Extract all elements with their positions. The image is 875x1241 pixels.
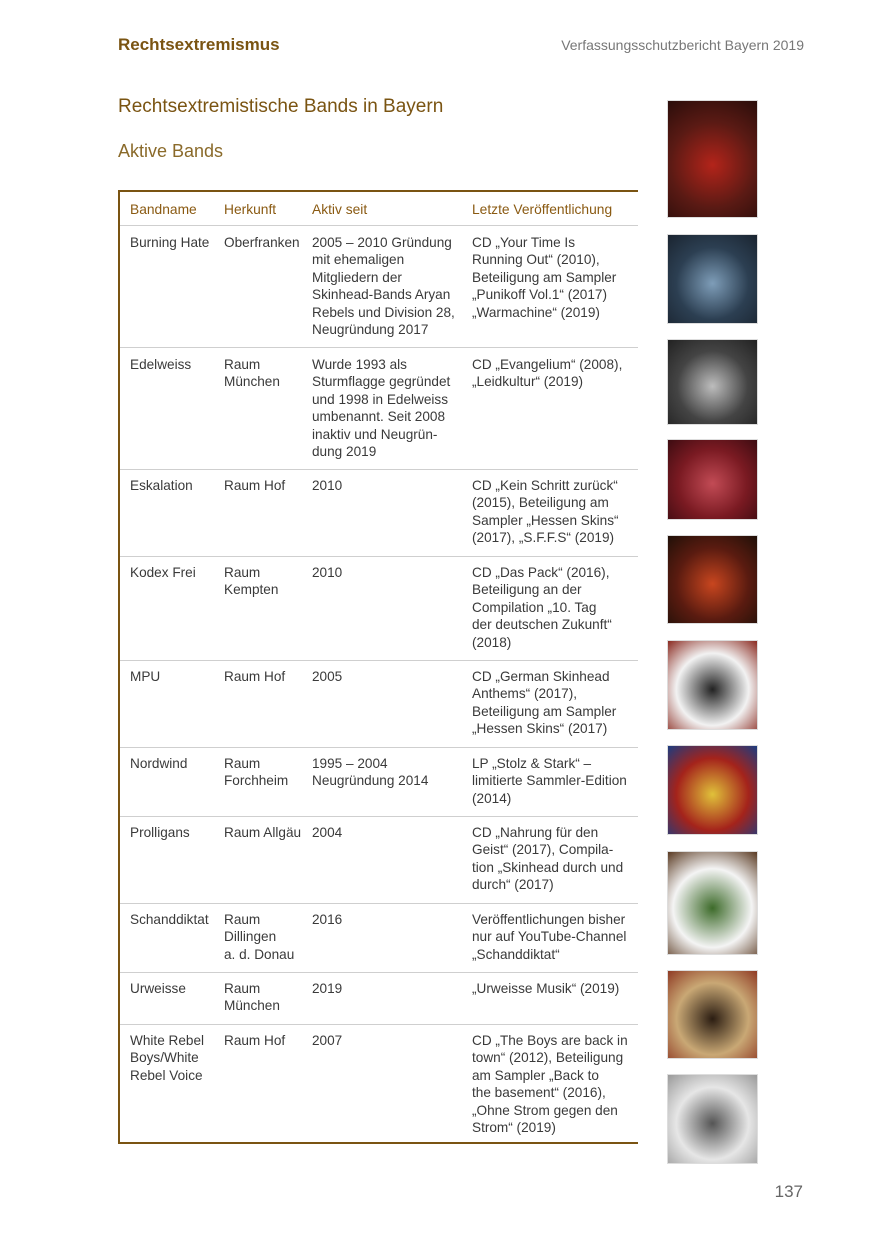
band-active-since: 2019 xyxy=(312,981,343,996)
band-origin: Raum München xyxy=(224,357,280,390)
band-active-since: 2016 xyxy=(312,912,343,927)
band-name: Kodex Frei xyxy=(130,565,196,580)
band-name: Burning Hate xyxy=(130,235,210,250)
band-latest-release: CD „Nahrung für den Geist“ (2017), Compila- tion „Skinhead durch und durch“ (2017) xyxy=(472,825,624,893)
column-header-herkunft: Herkunft xyxy=(224,202,277,217)
table-row xyxy=(120,817,638,904)
album-cover-urweisse xyxy=(667,970,758,1059)
album-cover-white-rebel-boys xyxy=(667,1074,758,1164)
band-origin: Raum Dillingen a. d. Donau xyxy=(224,912,295,962)
table-row xyxy=(120,557,638,661)
band-name: Edelweiss xyxy=(130,357,192,372)
album-cover-schanddiktat xyxy=(667,851,758,955)
band-active-since: 2005 – 2010 Gründung mit ehemaligen Mitgliedern der Skinhead-Bands Aryan Rebels und Division 28, Neugründung 2017 xyxy=(312,235,455,338)
band-latest-release: CD „Das Pack“ (2016), Beteiligung an der Compilation „10. Tag der deutschen Zukunft“ (2018) xyxy=(472,565,612,650)
table-row xyxy=(120,973,638,1025)
band-latest-release: CD „Evangelium“ (2008), „Leidkultur“ (2019) xyxy=(472,357,623,390)
table-header-row xyxy=(120,192,638,226)
album-cover-burning-hate xyxy=(667,100,758,218)
band-latest-release: LP „Stolz & Stark“ – limitierte Sammler-Edition (2014) xyxy=(472,756,627,806)
table-row xyxy=(120,748,638,817)
band-name: White Rebel Boys/White Rebel Voice xyxy=(130,1033,205,1083)
table-row xyxy=(120,904,638,973)
column-header-letzte-veroeffentlichung: Letzte Veröffentlichung xyxy=(472,202,613,217)
section-subtitle: Aktive Bands xyxy=(118,141,224,161)
band-active-since: 2010 xyxy=(312,478,343,493)
band-name: MPU xyxy=(130,669,161,684)
running-header-publication: Verfassungsschutzbericht Bayern 2019 xyxy=(561,37,804,53)
band-latest-release: Veröffentlichungen bisher nur auf YouTube-Channel „Schanddiktat“ xyxy=(472,912,627,962)
band-name: Urweisse xyxy=(130,981,186,996)
band-active-since: Wurde 1993 als Sturmflagge gegründet und 1998 in Edelweiss umbenannt. Seit 2008 inaktiv und Neugrün- dung 2019 xyxy=(312,357,451,460)
running-header-section: Rechtsextremismus xyxy=(118,35,280,54)
band-active-since: 2005 xyxy=(312,669,343,684)
band-latest-release: CD „The Boys are back in town“ (2012), Beteiligung am Sampler „Back to the basement“ (2016), „Ohne Strom gegen den Strom“ (2019) xyxy=(472,1033,628,1136)
band-origin: Raum Hof xyxy=(224,478,286,493)
band-active-since: 2010 xyxy=(312,565,343,580)
table-row xyxy=(120,470,638,557)
column-header-bandname: Bandname xyxy=(130,202,197,217)
band-origin: Raum Hof xyxy=(224,669,286,684)
band-origin: Raum München xyxy=(224,981,280,1014)
table-row xyxy=(120,226,638,348)
band-name: Eskalation xyxy=(130,478,193,493)
band-origin: Raum Kempten xyxy=(224,565,279,598)
album-cover-mpu xyxy=(667,535,758,624)
album-cover-nordwind xyxy=(667,640,758,730)
band-latest-release: CD „Kein Schritt zurück“ (2015), Beteiligung am Sampler „Hessen Skins“ (2017), „S.F.F.S“ (2019) xyxy=(472,478,619,546)
table-row xyxy=(120,348,638,470)
table-row xyxy=(120,1025,638,1142)
column-header-aktiv-seit: Aktiv seit xyxy=(312,202,368,217)
band-latest-release: CD „German Skinhead Anthems“ (2017), Beteiligung am Sampler „Hessen Skins“ (2017) xyxy=(472,669,617,737)
album-cover-kodex-frei xyxy=(667,439,758,520)
band-name: Prolligans xyxy=(130,825,190,840)
band-active-since: 2004 xyxy=(312,825,343,840)
band-name: Schanddiktat xyxy=(130,912,209,927)
band-origin: Raum Hof xyxy=(224,1033,286,1048)
album-cover-eskalation xyxy=(667,339,758,425)
album-cover-prolligans xyxy=(667,745,758,835)
band-origin: Raum Allgäu xyxy=(224,825,302,840)
album-cover-edelweiss xyxy=(667,234,758,324)
band-origin: Raum Forchheim xyxy=(224,756,289,789)
table-row xyxy=(120,661,638,748)
band-latest-release: CD „Your Time Is Running Out“ (2010), Beteiligung am Sampler „Punikoff Vol.1“ (2017) „Warmachine“ (2019) xyxy=(472,235,617,320)
page-title: Rechtsextremistische Bands in Bayern xyxy=(118,96,444,117)
band-active-since: 1995 – 2004 Neugründung 2014 xyxy=(312,756,429,789)
band-latest-release: „Urweisse Musik“ (2019) xyxy=(472,981,620,996)
band-origin: Oberfranken xyxy=(224,235,300,250)
page-number: 137 xyxy=(774,1182,803,1201)
bands-table xyxy=(118,190,638,1144)
band-active-since: 2007 xyxy=(312,1033,343,1048)
band-name: Nordwind xyxy=(130,756,188,771)
